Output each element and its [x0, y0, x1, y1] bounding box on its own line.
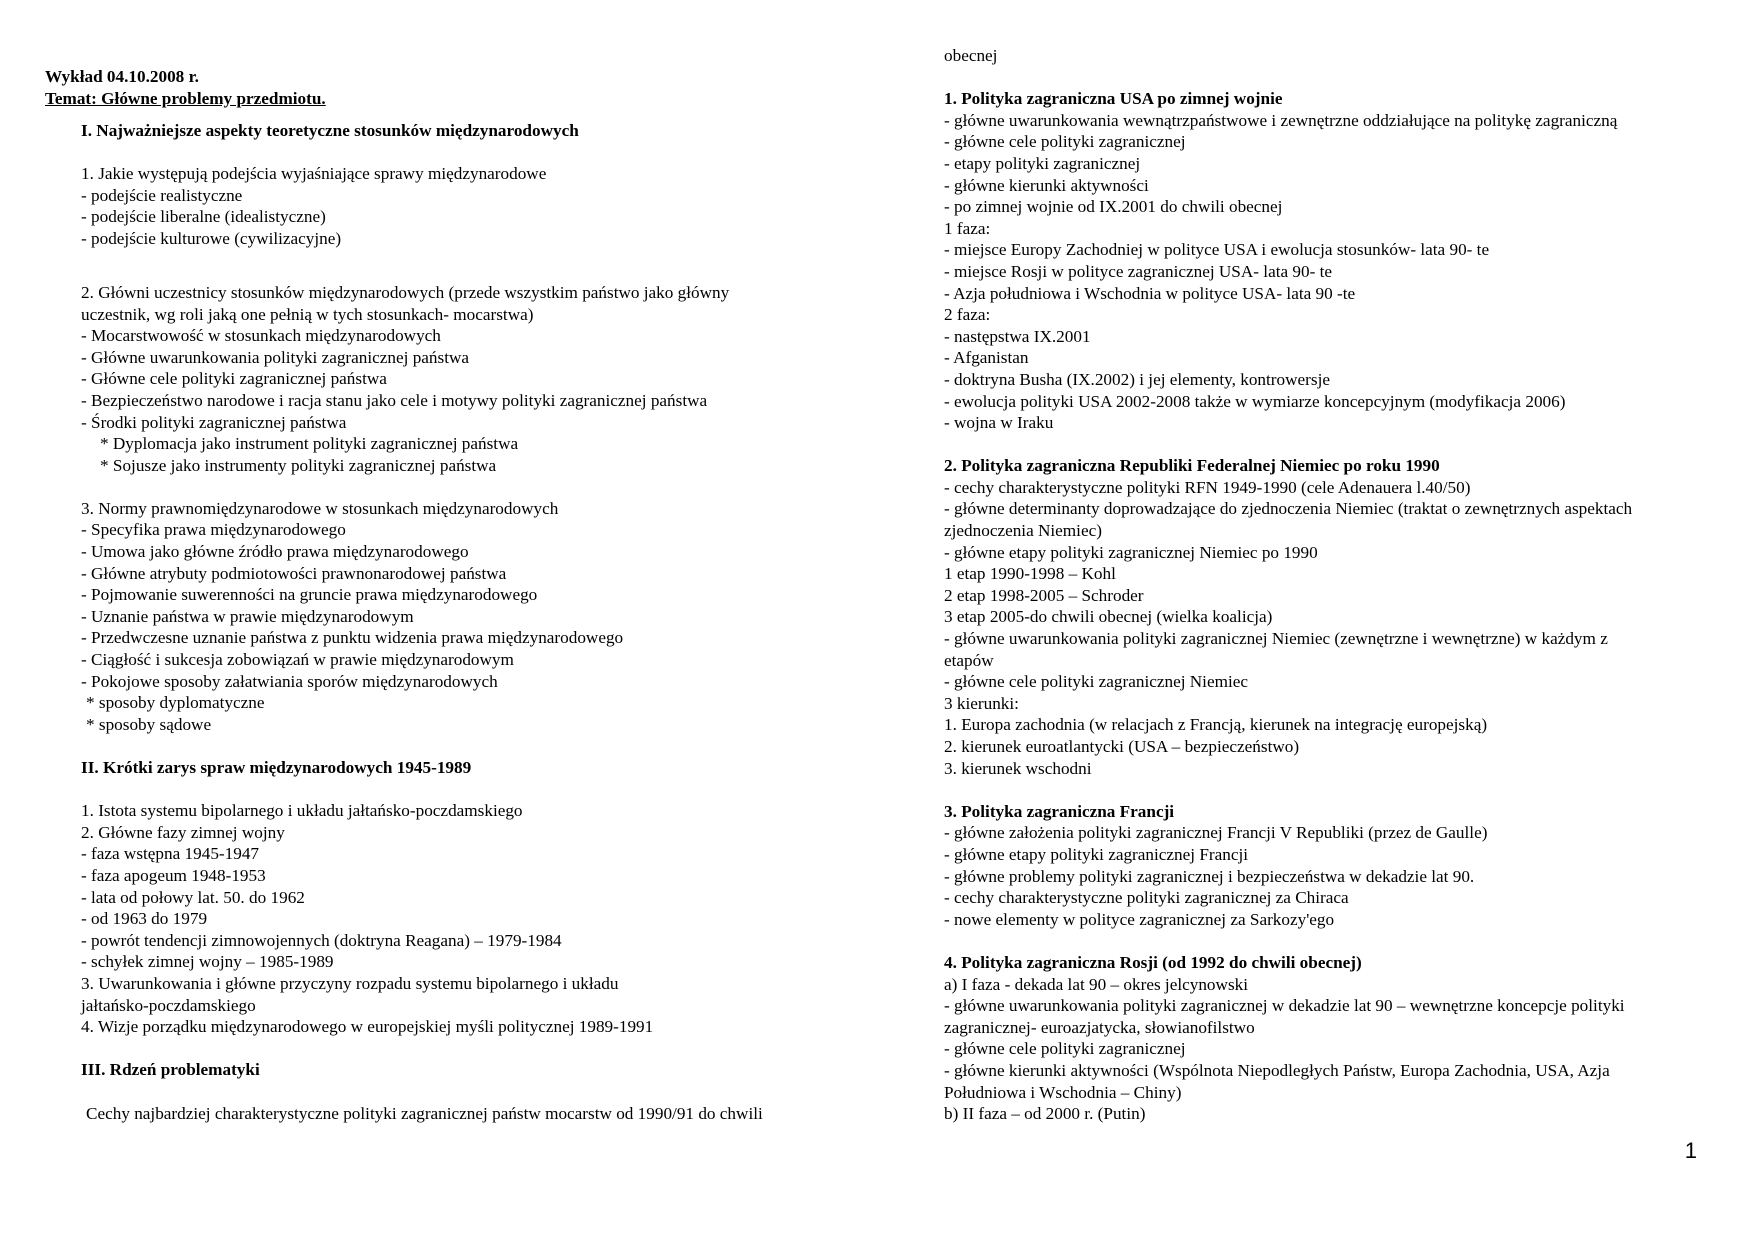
list-item: - faza apogeum 1948-1953 [81, 865, 266, 885]
section-3-intro: Cechy najbardziej charakterystyczne polityki zagranicznej państw mocarstw od 1990/91 do chwili [86, 1103, 763, 1123]
list-item: - wojna w Iraku [944, 413, 1054, 433]
list-item: - Afganistan [944, 348, 1029, 368]
list-item: - Azja południowa i Wschodnia w polityce USA- lata 90 -te [944, 283, 1356, 303]
germany-heading: 2. Polityka zagraniczna Republiki Federalnej Niemiec po roku 1990 [944, 456, 1440, 476]
list-item: - Mocarstwowość w stosunkach międzynarodowych [81, 326, 441, 346]
right-column [944, 45, 1704, 1125]
list-item: - ewolucja polityki USA 2002-2008 także w wymiarze koncepcyjnym (modyfikacja 2006) [944, 391, 1566, 411]
list-item: 1. Europa zachodnia (w relacjach z Francją, kierunek na integrację europejską) [944, 715, 1488, 735]
question-2: 2. Główni uczestnicy stosunków międzynarodowych (przede wszystkim państwo jako główny [81, 282, 730, 302]
page-number: 1 [1684, 1138, 1697, 1163]
question-2-cont: uczestnik, wg roli jaką one pełnią w tych stosunkach- mocarstwa) [81, 304, 534, 324]
sub-list-item: * sposoby dyplomatyczne [86, 693, 265, 713]
list-item: - główne założenia polityki zagranicznej Francji V Republiki (przez de Gaulle) [944, 823, 1488, 843]
list-item: - główne kierunki aktywności [944, 175, 1149, 195]
list-item: - Główne atrybuty podmiotowości prawnonarodowej państwa [81, 563, 507, 583]
list-item: - główne etapy polityki zagranicznej Francji [944, 844, 1249, 864]
list-item: - główne uwarunkowania polityki zagranicznej w dekadzie lat 90 – wewnętrzne koncepcje polityki [944, 996, 1625, 1016]
lecture-topic: Temat: Główne problemy przedmiotu. [45, 88, 326, 108]
list-item: - główne cele polityki zagranicznej [944, 1039, 1186, 1059]
list-item: - Główne uwarunkowania polityki zagranicznej państwa [81, 347, 470, 367]
list-item: - po zimnej wojnie od IX.2001 do chwili obecnej [944, 197, 1283, 217]
list-item: - główne kierunki aktywności (Wspólnota Niepodległych Państw, Europa Zachodnia, USA, Azja [944, 1060, 1610, 1080]
list-item: a) I faza - dekada lat 90 – okres jelcynowski [944, 974, 1248, 994]
list-item: zagranicznej- euroazjatycka, słowianofilstwo [944, 1017, 1255, 1037]
list-item: 4. Wizje porządku międzynarodowego w europejskiej myśli politycznej 1989-1991 [81, 1017, 654, 1037]
list-item: 3 kierunki: [944, 693, 1019, 713]
list-item: - główne uwarunkowania polityki zagranicznej Niemiec (zewnętrzne i wewnętrzne) w każdym z [944, 629, 1608, 649]
list-item: - miejsce Europy Zachodniej w polityce USA i ewolucja stosunków- lata 90- te [944, 240, 1490, 260]
russia-heading: 4. Polityka zagraniczna Rosji (od 1992 do chwili obecnej) [944, 952, 1362, 972]
list-item: 2. Główne fazy zimnej wojny [81, 822, 285, 842]
list-item: - Pokojowe sposoby załatwiania sporów międzynarodowych [81, 671, 498, 691]
list-item: - następstwa IX.2001 [944, 326, 1091, 346]
list-item: zjednoczenia Niemiec) [944, 521, 1102, 541]
sub-list-item: * Sojusze jako instrumenty polityki zagranicznej państwa [100, 455, 497, 475]
question-3: 3. Normy prawnomiędzynarodowe w stosunkach międzynarodowych [81, 498, 559, 518]
france-heading: 3. Polityka zagraniczna Francji [944, 801, 1175, 821]
list-item: - etapy polityki zagranicznej [944, 153, 1141, 173]
list-item: - główne problemy polityki zagranicznej i bezpieczeństwa w dekadzie lat 90. [944, 866, 1475, 886]
sub-list-item: * Dyplomacja jako instrument polityki zagranicznej państwa [100, 434, 519, 454]
list-item: - faza wstępna 1945-1947 [81, 844, 260, 864]
list-item: 3. kierunek wschodni [944, 758, 1092, 778]
list-item: - Umowa jako główne źródło prawa międzynarodowego [81, 542, 469, 562]
list-item: b) II faza – od 2000 r. (Putin) [944, 1104, 1146, 1124]
list-item: jałtańsko-poczdamskiego [81, 995, 256, 1015]
section-2-heading: II. Krótki zarys spraw międzynarodowych 1945-1989 [81, 758, 472, 777]
list-item: etapów [944, 650, 994, 670]
lecture-date: Wykład 04.10.2008 r. [45, 67, 199, 86]
list-item: - Specyfika prawa międzynarodowego [81, 520, 346, 540]
question-1: 1. Jakie występują podejścia wyjaśniające sprawy międzynarodowe [81, 164, 547, 184]
list-item: - główne etapy polityki zagranicznej Niemiec po 1990 [944, 542, 1318, 562]
list-item: - schyłek zimnej wojny – 1985-1989 [81, 952, 334, 972]
list-item: - cechy charakterystyczne polityki RFN 1949-1990 (cele Adenauera l.40/50) [944, 477, 1471, 497]
list-item: - podejście kulturowe (cywilizacyjne) [81, 228, 342, 248]
list-item: - Przedwczesne uznanie państwa z punktu widzenia prawa międzynarodowego [81, 628, 624, 648]
list-item: - doktryna Busha (IX.2002) i jej elementy, kontrowersje [944, 369, 1330, 389]
list-item: - Pojmowanie suwerenności na gruncie prawa międzynarodowego [81, 585, 538, 605]
list-item: 1 faza: [944, 218, 991, 238]
left-column [45, 66, 845, 1124]
list-item: - cechy charakterystyczne polityki zagranicznej za Chiraca [944, 888, 1349, 908]
list-item: - Uznanie państwa w prawie międzynarodowym [81, 606, 414, 626]
list-item: - lata od połowy lat. 50. do 1962 [81, 887, 305, 907]
list-item: 1. Istota systemu bipolarnego i układu jałtańsko-poczdamskiego [81, 801, 523, 821]
list-item: - Bezpieczeństwo narodowe i racja stanu jako cele i motywy polityki zagranicznej państwa [81, 390, 708, 410]
list-item: 2. kierunek euroatlantycki (USA – bezpieczeństwo) [944, 737, 1300, 756]
list-item: - od 1963 do 1979 [81, 909, 208, 929]
list-item: - Ciągłość i sukcesja zobowiązań w prawie międzynarodowym [81, 650, 514, 670]
list-item: - główne uwarunkowania wewnątrzpaństwowe i zewnętrzne oddziałujące na politykę zagraniczną [944, 110, 1618, 130]
list-item: - Środki polityki zagranicznej państwa [81, 412, 347, 432]
list-item: Południowa i Wschodnia – Chiny) [944, 1082, 1182, 1102]
list-item: - podejście realistyczne [81, 185, 243, 205]
list-item: - Główne cele polityki zagranicznej państwa [81, 369, 387, 389]
list-item: 3 etap 2005-do chwili obecnej (wielka koalicja) [944, 607, 1273, 627]
list-item: - miejsce Rosji w polityce zagranicznej USA- lata 90- te [944, 261, 1333, 281]
list-item: 2 etap 1998-2005 – Schroder [944, 585, 1144, 605]
section-1-heading: I. Najważniejsze aspekty teoretyczne stosunków międzynarodowych [81, 120, 579, 140]
list-item: - nowe elementy w polityce zagranicznej za Sarkozy'ego [944, 909, 1335, 929]
list-item: - główne cele polityki zagranicznej Niemiec [944, 672, 1248, 692]
list-item: - główne cele polityki zagranicznej [944, 132, 1186, 152]
section-3-heading: III. Rdzeń problematyki [81, 1060, 260, 1080]
list-item: 2 faza: [944, 305, 991, 325]
sub-list-item: * sposoby sądowe [86, 714, 212, 734]
list-item: - powrót tendencji zimnowojennych (doktryna Reagana) – 1979-1984 [81, 930, 562, 950]
list-item: - główne determinanty doprowadzające do zjednoczenia Niemiec (traktat o zewnętrznych aspektach [944, 499, 1633, 519]
list-item: 3. Uwarunkowania i główne przyczyny rozpadu systemu bipolarnego i układu [81, 973, 619, 993]
continuation-text: obecnej [944, 46, 998, 65]
list-item: - podejście liberalne (idealistyczne) [81, 207, 326, 227]
list-item: 1 etap 1990-1998 – Kohl [944, 564, 1116, 584]
usa-heading: 1. Polityka zagraniczna USA po zimnej wojnie [944, 89, 1283, 109]
